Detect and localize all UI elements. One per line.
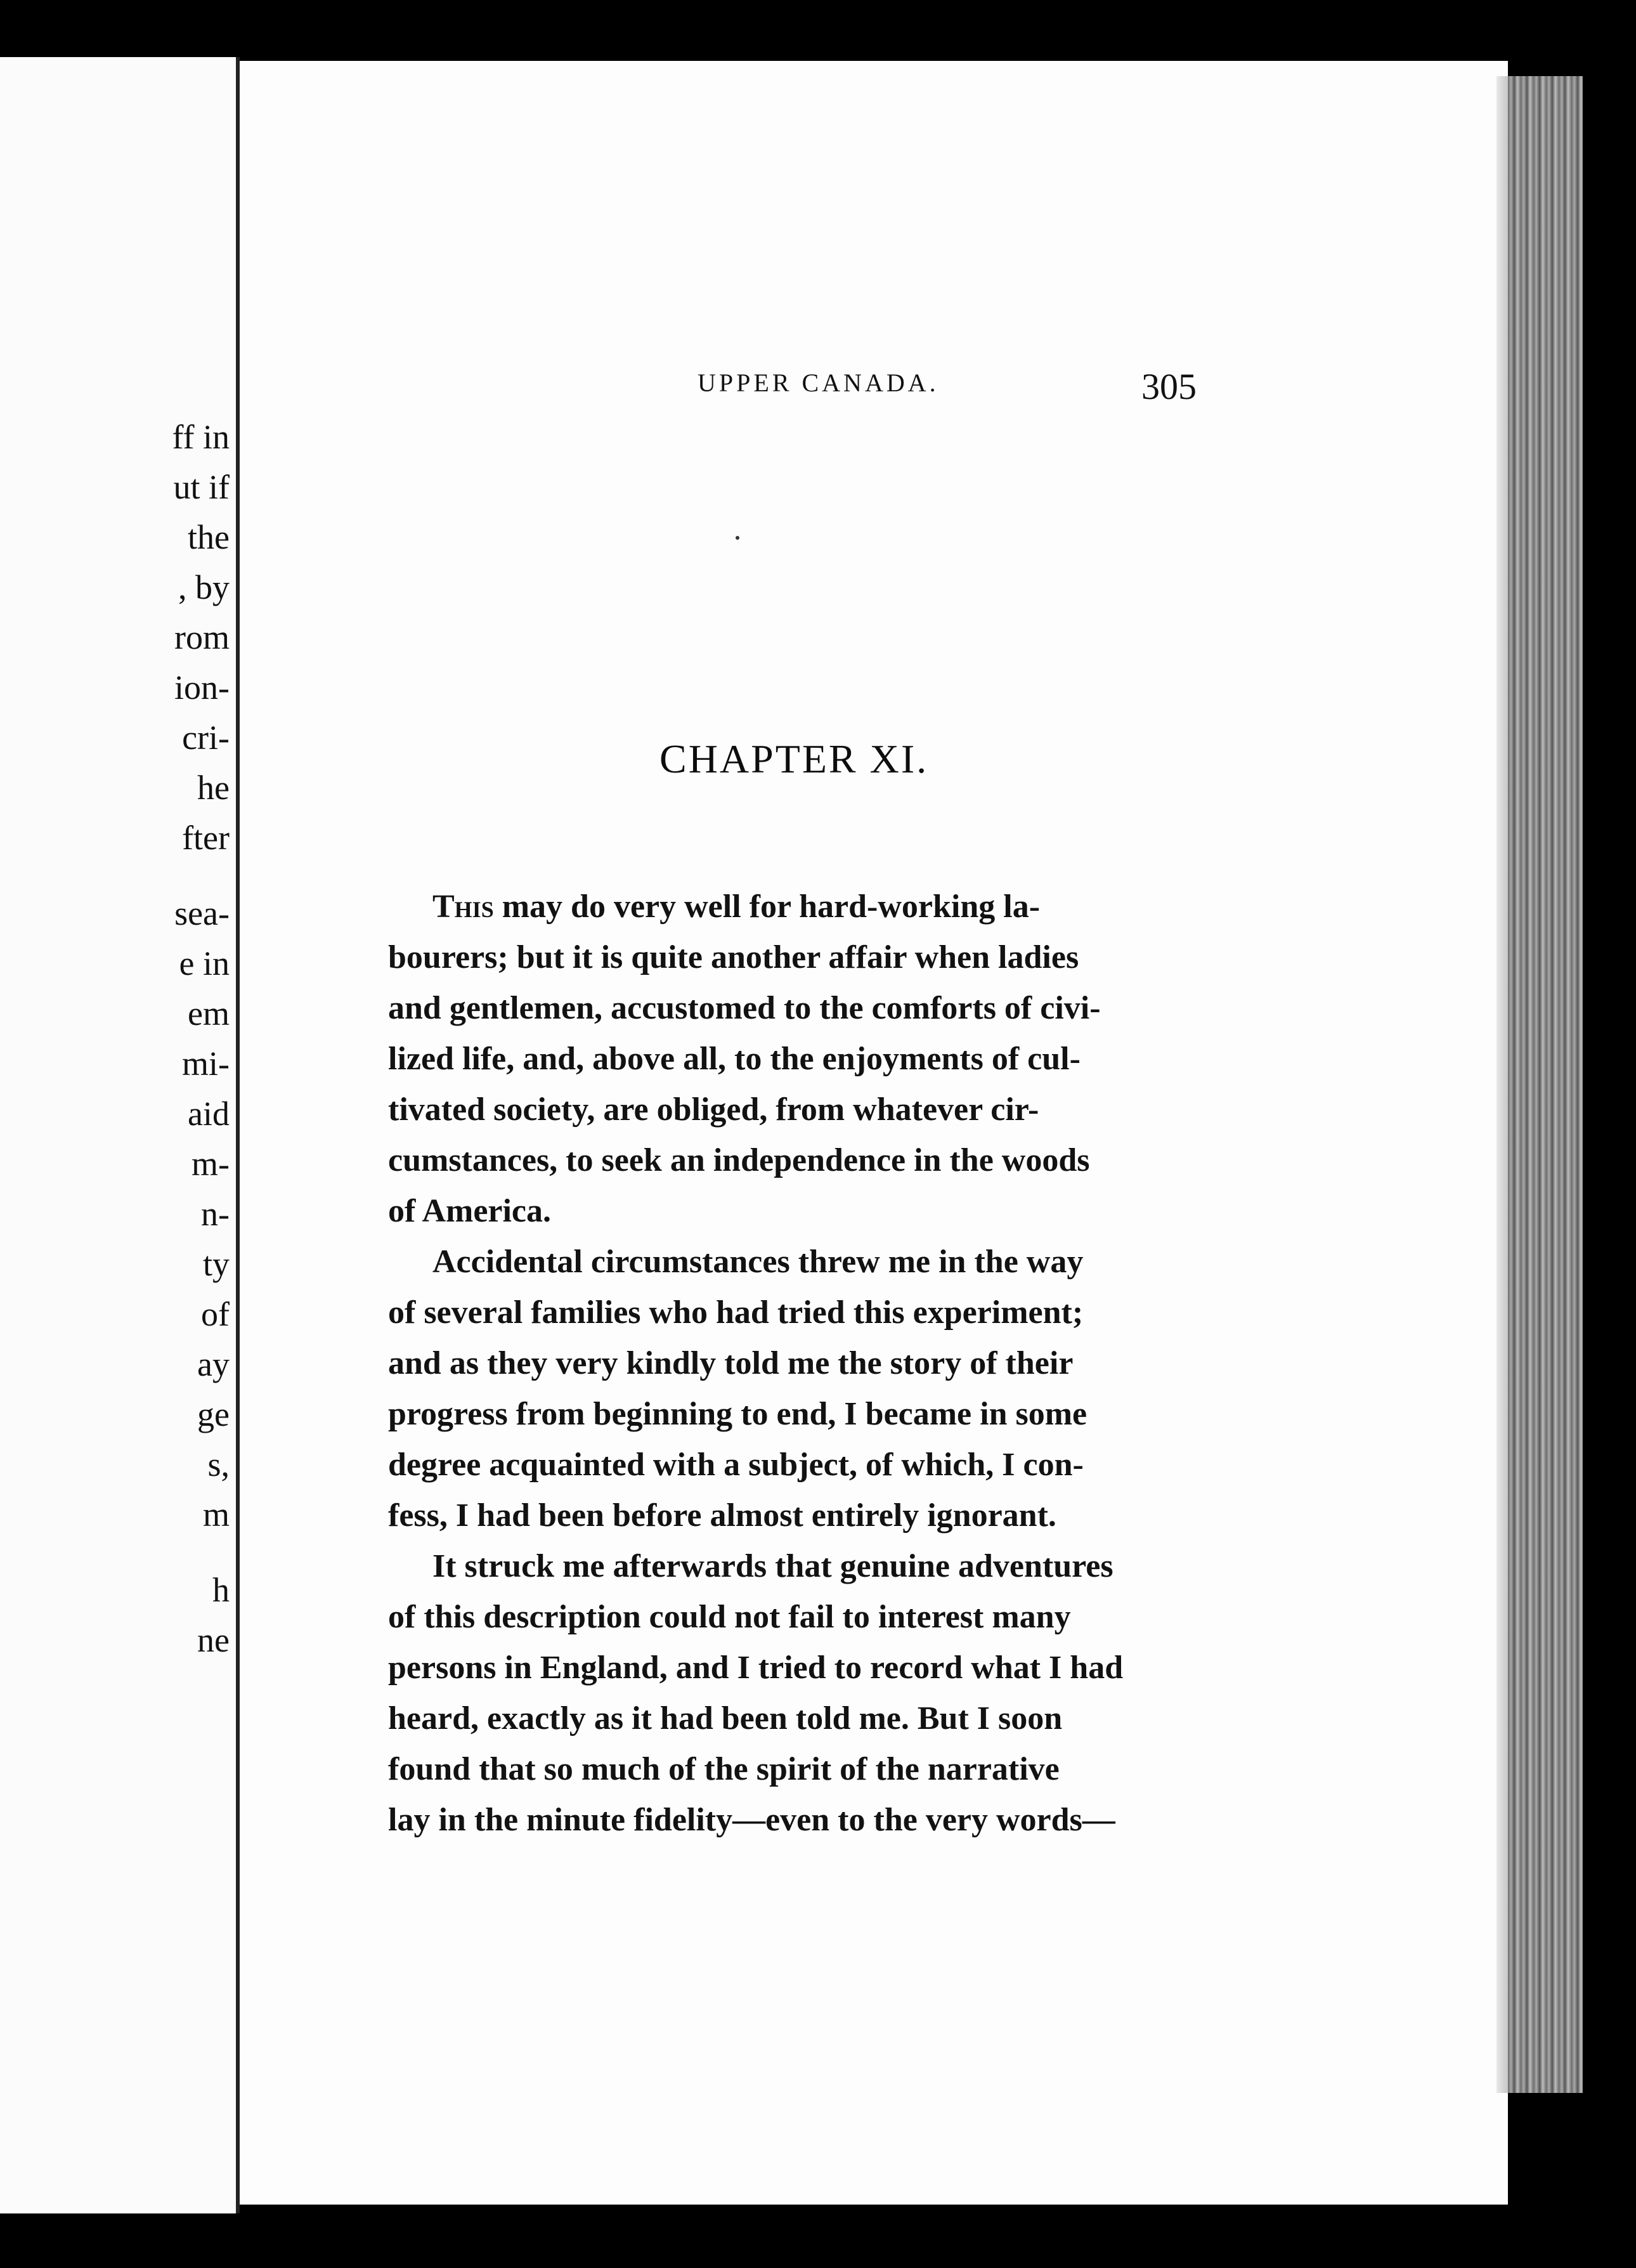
- running-head: UPPER CANADA.: [698, 368, 939, 397]
- left-fragment-gap: [172, 1540, 230, 1565]
- paragraph-line: progress from beginning to end, I became in some: [388, 1396, 1087, 1432]
- opening-word: This: [432, 889, 494, 925]
- paragraph-line: and as they very kindly told me the story of their: [388, 1345, 1074, 1381]
- paragraph-line: lay in the minute fidelity—even to the very words—: [388, 1802, 1115, 1838]
- left-fragment-line: he: [197, 769, 230, 807]
- left-fragment-line: the: [188, 518, 230, 556]
- left-fragment-line: n-: [201, 1195, 230, 1233]
- left-fragment-line: ty: [202, 1245, 230, 1283]
- paragraph-line: degree acquainted with a subject, of which, I con-: [388, 1447, 1084, 1483]
- left-fragment-line: cri-: [182, 719, 230, 757]
- left-page: [0, 57, 240, 2213]
- left-fragment-line: ge: [197, 1395, 230, 1433]
- left-fragment-line: aid: [188, 1095, 230, 1133]
- page-number: 305: [1141, 366, 1197, 407]
- paragraph-line: of this description could not fail to interest many: [388, 1599, 1071, 1635]
- paragraph-line: of America.: [388, 1193, 552, 1229]
- paragraph-line: It struck me afterwards that genuine adventures: [432, 1548, 1113, 1584]
- left-fragment-line: m: [202, 1496, 230, 1534]
- left-fragment-line: ion-: [174, 668, 230, 707]
- print-speck: [736, 536, 739, 540]
- paragraph-line: found that so much of the spirit of the narrative: [388, 1751, 1060, 1787]
- left-fragment-gap: [172, 863, 230, 889]
- chapter-title: CHAPTER XI.: [659, 736, 929, 781]
- left-fragment-line: ne: [197, 1621, 230, 1659]
- paragraph-line: Accidental circumstances threw me in the way: [432, 1244, 1084, 1280]
- paragraph-line: bourers; but it is quite another affair when ladies: [388, 939, 1079, 975]
- left-page-text-fragments: [172, 412, 230, 1665]
- paragraph-line: lized life, and, above all, to the enjoyments of cul-: [388, 1041, 1081, 1077]
- paragraph-line: of several families who had tried this experiment;: [388, 1294, 1084, 1331]
- left-fragment-line: em: [188, 994, 230, 1033]
- paragraph-line: heard, exactly as it had been told me. But I soon: [388, 1700, 1063, 1737]
- left-fragment-line: mi-: [182, 1045, 230, 1083]
- left-fragment-line: of: [201, 1295, 230, 1333]
- left-fragment-line: ff in: [172, 418, 230, 456]
- paragraph-line: cumstances, to seek an independence in the woods: [388, 1142, 1090, 1178]
- left-fragment-line: sea-: [174, 894, 230, 932]
- line-text: may do very well for hard-working la-: [493, 889, 1041, 925]
- left-fragment-line: e in: [179, 944, 230, 982]
- paragraph-line: fess, I had been before almost entirely ignorant.: [388, 1497, 1056, 1534]
- left-fragment-line: h: [212, 1571, 230, 1609]
- left-fragment-line: , by: [178, 568, 230, 606]
- book-page-edges: [1508, 76, 1583, 2093]
- left-fragment-line: m-: [192, 1145, 230, 1183]
- body-text: [388, 882, 1193, 1846]
- left-fragment-line: s,: [207, 1445, 230, 1483]
- paragraph-line: [388, 882, 1193, 932]
- left-fragment-line: ut if: [173, 468, 230, 506]
- paragraph-line: tivated society, are obliged, from whatever cir-: [388, 1092, 1039, 1128]
- paragraph-line: persons in England, and I tried to record what I had: [388, 1650, 1124, 1686]
- left-fragment-line: fter: [182, 819, 230, 857]
- left-fragment-line: ay: [197, 1345, 230, 1383]
- left-fragment-line: rom: [174, 618, 230, 656]
- paragraph-line: and gentlemen, accustomed to the comforts of civi-: [388, 990, 1101, 1026]
